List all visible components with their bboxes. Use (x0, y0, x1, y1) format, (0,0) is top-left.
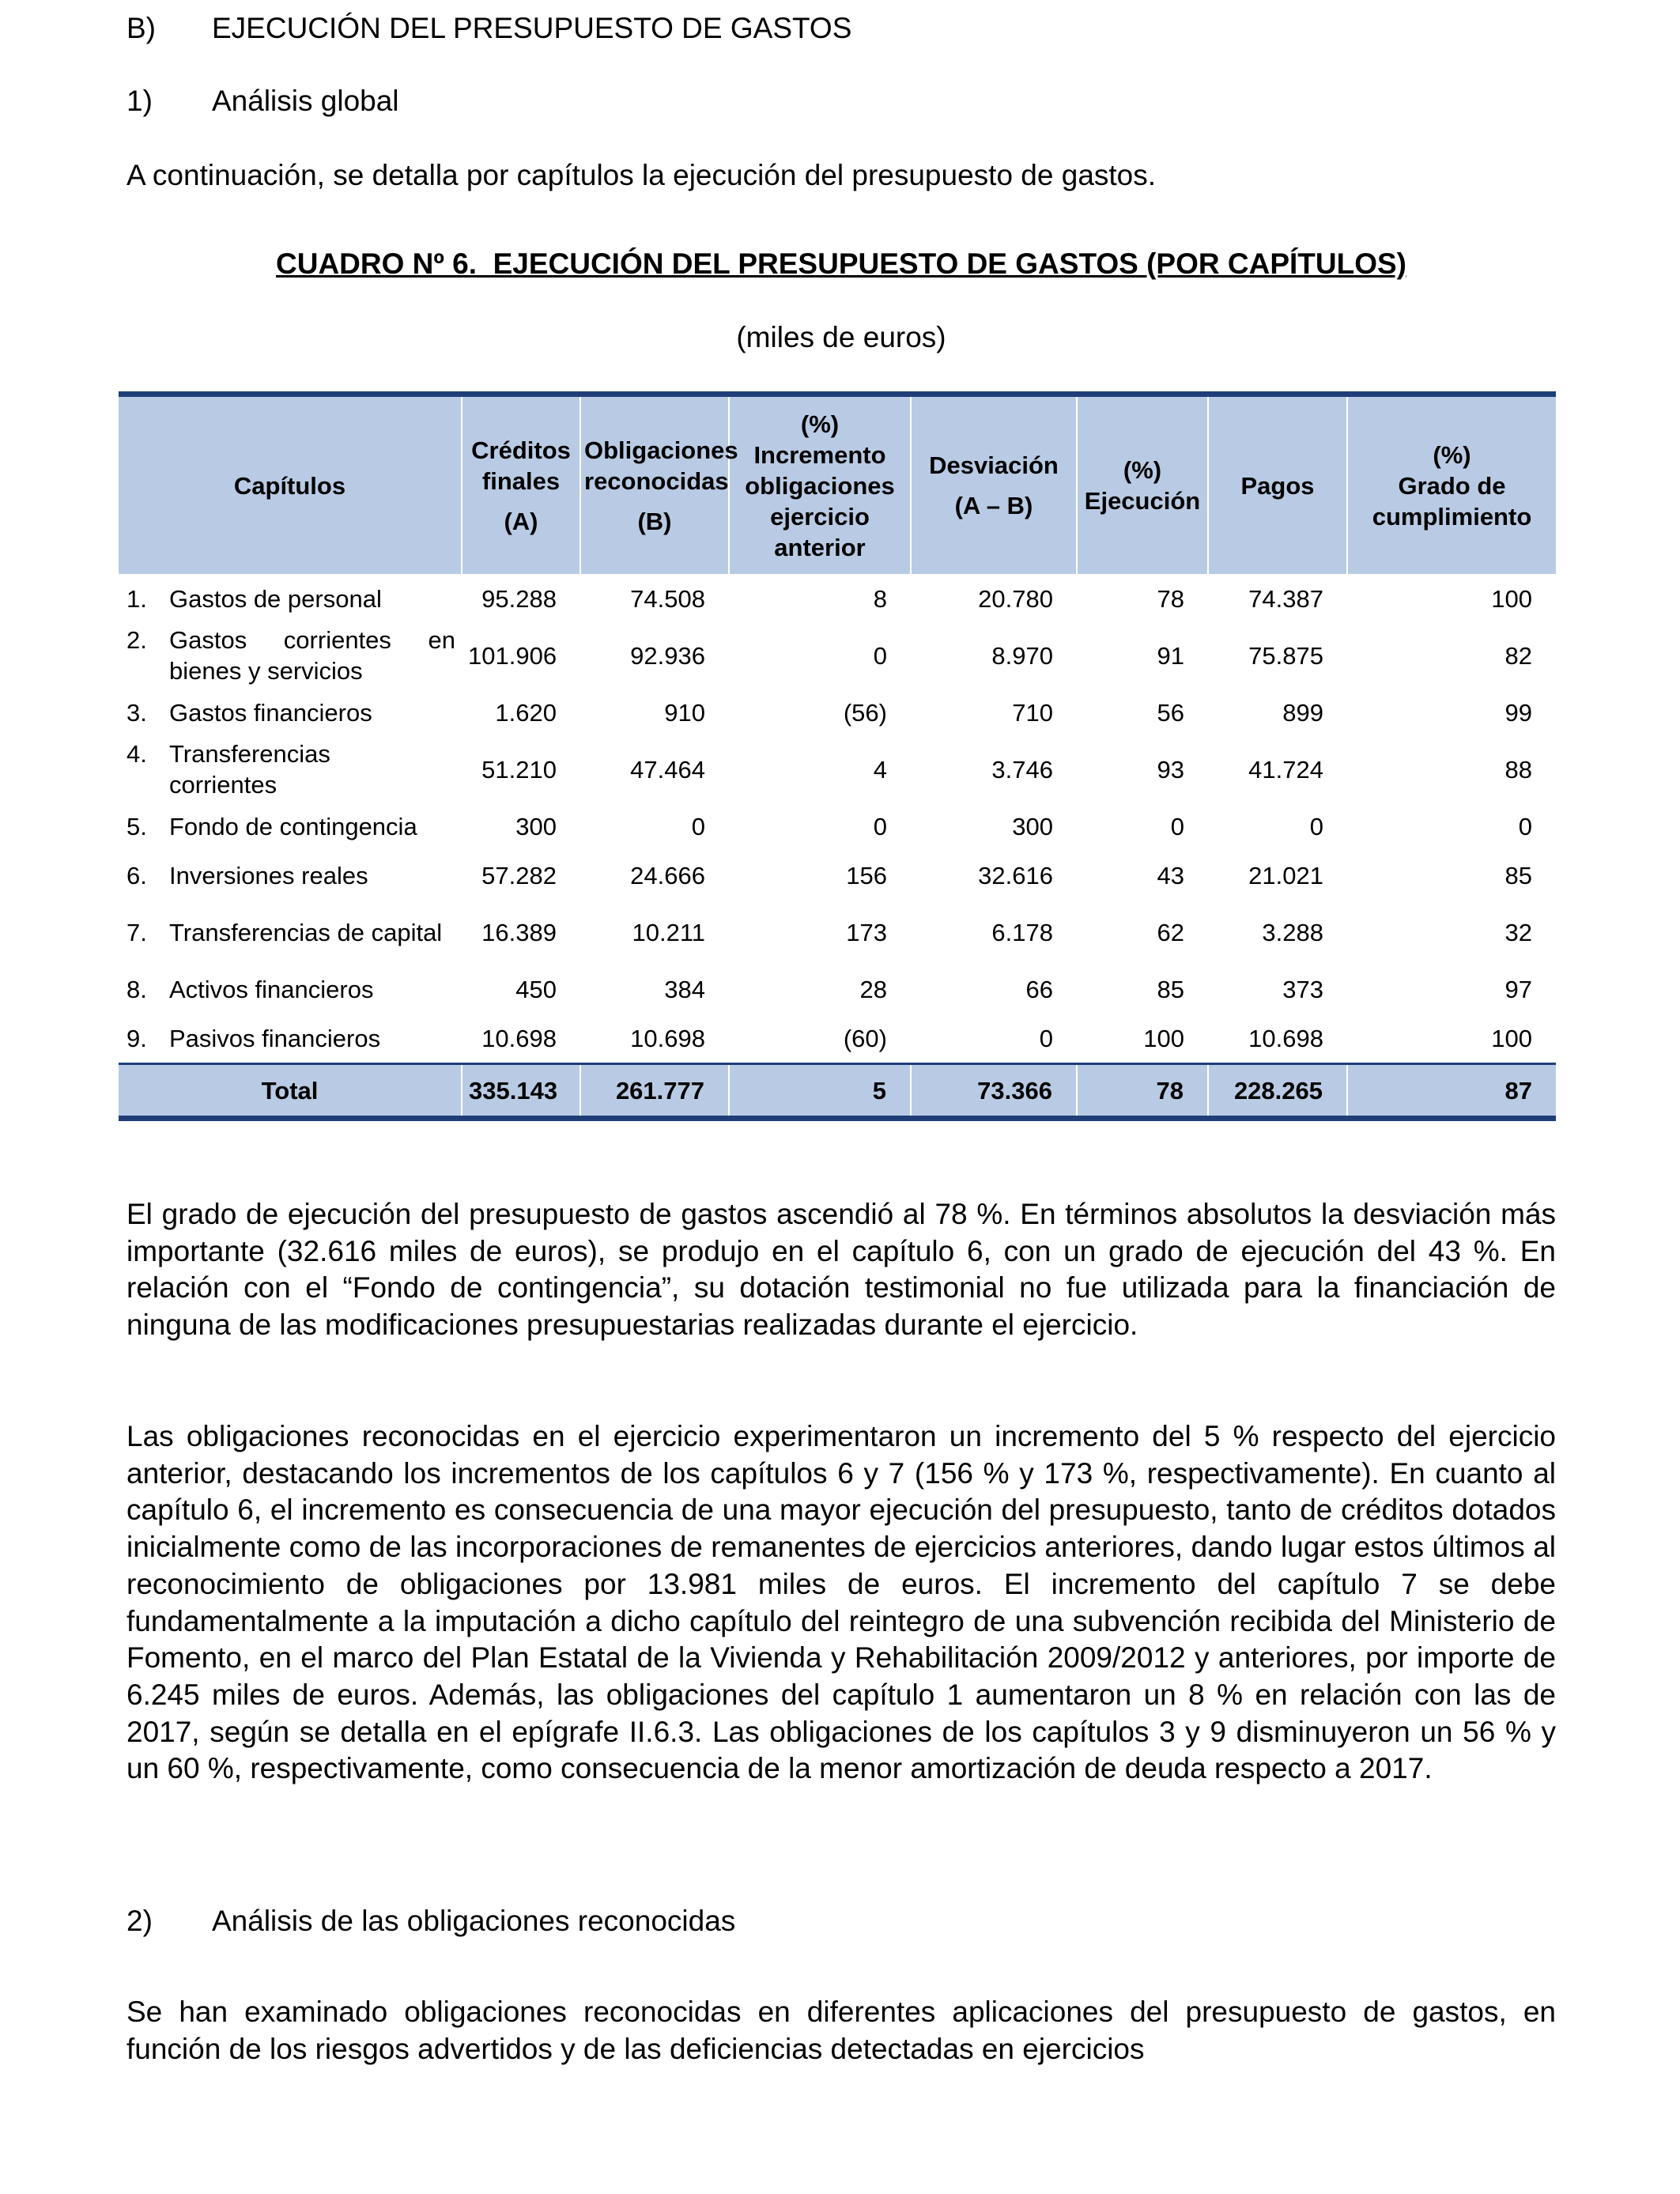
cell-obligaciones: 74.508 (630, 584, 705, 613)
paragraph-obligaciones: Las obligaciones reconocidas en el ejercicio experimentaron un incremento del 5 % respecto del ejercicio anterior, destacando los incrementos de los capítulos 6 y 7 (156 % y 173 %, respectivamente). En cuanto al capítulo 6, el incremento es consecuencia de una mayor ejecución del presupuesto, tanto de créditos dotados inicialmente como de las incorporaciones de remanentes de ejercicios anteriores, dando lugar estos últimos al reconocimiento de obligaciones por 13.981 miles de euros. El incremento del capítulo 7 se debe fundamentalmente a la imputación a dicho capítulo del reintegro de una subvención recibida del Ministerio de Fomento, en el marco del Plan Estatal de la Vivienda y Rehabilitación 2009/2012 y anteriores, por importe de 6.245 miles de euros. Además, las obligaciones del capítulo 1 aumentaron un 8 % en relación con las de 2017, según se detalla en el epígrafe II.6.3. Las obligaciones de los capítulos 3 y 9 disminuyeron un 56 % y un 60 %, respectivamente, como consecuencia de la menor amortización de deuda respecto a 2017. (126, 1420, 1556, 1785)
cell-ejecucion: 43 (1157, 861, 1184, 889)
table-row (119, 737, 1556, 802)
cell-incremento: 0 (873, 812, 887, 840)
header-ejecucion-pct: (%) (1123, 456, 1162, 484)
cell-pagos: 0 (1309, 812, 1323, 840)
cell-obligaciones: 24.666 (630, 861, 705, 889)
cell-incremento: 0 (873, 641, 887, 670)
section-1-heading (126, 84, 399, 119)
total-ejecucion: 78 (1077, 1064, 1208, 1119)
cell-grado: 0 (1518, 812, 1532, 840)
header-obligaciones (580, 395, 738, 575)
cuadro-units: (miles de euros) (736, 321, 946, 353)
cell-ejecucion: 85 (1157, 975, 1184, 1003)
cell-incremento: 4 (873, 755, 887, 784)
cell-ejecucion: 0 (1170, 812, 1184, 840)
row-number: 4. (126, 740, 147, 768)
table-row (119, 688, 1556, 737)
cell-pagos: 3.288 (1262, 918, 1323, 946)
cell-creditos: 1.620 (495, 698, 557, 727)
row-number: 8. (126, 975, 147, 1003)
cell-ejecucion: 62 (1157, 918, 1184, 946)
header-incremento-label: Incremento obligaciones ejercicio anterior (745, 440, 895, 561)
row-number: 9. (126, 1024, 147, 1052)
cell-incremento: (56) (843, 698, 887, 727)
paragraph-examen: Se han examinado obligaciones reconocidas en diferentes aplicaciones del presupuesto de gastos, en función de los riesgos advertidos y de las deficiencias detectadas en ejercicios (126, 1996, 1556, 2065)
cell-pagos: 41.724 (1248, 755, 1323, 784)
section-2-heading (126, 1904, 735, 1939)
paragraph-ejecucion: El grado de ejecución del presupuesto de gastos ascendió al 78 %. En términos absolutos la desviación más importante (32.616 miles de euros), se produjo en el capítulo 6, con un grado de ejecución del 43 %. En relación con el “Fondo de contingencia”, su dotación testimonial no fue utilizada para la financiación de ninguna de las modificaciones presupuestarias realizadas durante el ejercicio. (126, 1198, 1556, 1342)
cell-desviacion: 6.178 (991, 918, 1053, 946)
budget-table (119, 391, 1556, 1121)
cell-ejecucion: 56 (1157, 698, 1184, 727)
cell-obligaciones: 910 (664, 698, 705, 727)
section-2-number: 2) (126, 1905, 153, 1937)
row-capitulo: Gastos de personal (169, 584, 382, 613)
section-1-number: 1) (126, 85, 153, 117)
header-incremento (729, 395, 911, 575)
row-capitulo: Fondo de contingencia (169, 812, 417, 840)
row-capitulo: Transferencias corrientes (169, 740, 330, 799)
cell-ejecucion: 78 (1157, 584, 1184, 613)
row-capitulo: Pasivos financieros (169, 1024, 381, 1052)
row-number: 2. (126, 626, 147, 654)
cell-creditos: 95.288 (481, 584, 557, 613)
row-number: 6. (126, 861, 147, 889)
cell-obligaciones: 10.211 (632, 918, 705, 946)
header-ejecucion (1077, 395, 1208, 575)
row-number: 1. (126, 584, 147, 613)
table-total-row (119, 1064, 1556, 1119)
cell-creditos: 57.282 (481, 861, 557, 889)
header-creditos (462, 395, 580, 575)
table-row (119, 851, 1556, 900)
table-row (119, 900, 1556, 965)
table-header-row (119, 395, 1556, 575)
total-label: Total (119, 1064, 462, 1119)
section-2-title: Análisis de las obligaciones reconocidas (212, 1905, 736, 1937)
section-b-heading (126, 11, 851, 46)
cell-desviacion: 300 (1012, 812, 1053, 840)
cell-desviacion: 32.616 (978, 861, 1053, 889)
header-obligaciones-label: Obligaciones reconocidas (584, 436, 738, 495)
table-row (119, 574, 1556, 623)
cell-desviacion: 0 (1039, 1024, 1053, 1052)
cell-desviacion: 66 (1025, 975, 1053, 1003)
row-capitulo: Gastos financieros (169, 698, 372, 727)
cell-obligaciones: 0 (691, 812, 705, 840)
header-capitulos-label: Capítulos (233, 471, 346, 500)
cell-incremento: (60) (843, 1024, 887, 1052)
header-ejecucion-label: Ejecución (1084, 487, 1201, 515)
table-row (119, 802, 1556, 851)
cell-incremento: 8 (873, 584, 887, 613)
table-row (119, 965, 1556, 1014)
cell-creditos: 101.906 (468, 641, 557, 670)
cell-creditos: 10.698 (481, 1024, 557, 1052)
header-grado-pct: (%) (1433, 440, 1471, 469)
cuadro-title: CUADRO Nº 6. EJECUCIÓN DEL PRESUPUESTO DE GASTOS (POR CAPÍTULOS) (276, 247, 1406, 280)
cell-incremento: 156 (846, 861, 887, 889)
cell-pagos: 373 (1282, 975, 1323, 1003)
header-obligaciones-sub: (B) (637, 507, 672, 535)
header-desviacion-label: Desviación (929, 451, 1059, 479)
total-pagos: 228.265 (1208, 1064, 1347, 1119)
cell-grado: 100 (1491, 1024, 1532, 1052)
header-pagos-label: Pagos (1240, 471, 1315, 500)
cell-ejecucion: 100 (1143, 1024, 1184, 1052)
cell-obligaciones: 47.464 (630, 755, 705, 784)
row-number: 7. (126, 918, 147, 946)
header-creditos-sub: (A) (504, 507, 538, 535)
cell-desviacion: 8.970 (991, 641, 1053, 670)
cell-pagos: 899 (1282, 698, 1323, 727)
cell-creditos: 300 (515, 812, 557, 840)
intro-text: A continuación, se detalla por capítulos la ejecución del presupuesto de gastos. (126, 159, 1157, 191)
cell-grado: 82 (1504, 641, 1532, 670)
section-1-title: Análisis global (212, 85, 399, 117)
cell-creditos: 450 (515, 975, 557, 1003)
row-capitulo: Activos financieros (169, 975, 374, 1003)
cell-obligaciones: 10.698 (630, 1024, 705, 1052)
header-desviacion-sub: (A – B) (954, 492, 1033, 519)
cell-grado: 97 (1504, 975, 1532, 1003)
table-row (119, 1014, 1556, 1064)
cell-ejecucion: 91 (1157, 641, 1184, 670)
header-pagos (1208, 395, 1347, 575)
cell-desviacion: 3.746 (991, 755, 1053, 784)
row-number: 3. (126, 698, 147, 727)
header-grado (1347, 395, 1556, 575)
cell-incremento: 173 (846, 918, 887, 946)
cell-creditos: 51.210 (481, 755, 557, 784)
section-b-title: EJECUCIÓN DEL PRESUPUESTO DE GASTOS (212, 12, 852, 44)
cell-grado: 32 (1504, 918, 1532, 946)
header-grado-label: Grado de cumplimiento (1372, 471, 1532, 531)
cell-incremento: 28 (859, 975, 887, 1003)
total-obligaciones: 261.777 (580, 1064, 729, 1119)
row-number: 5. (126, 812, 147, 840)
header-incremento-pct: (%) (800, 410, 840, 438)
cell-desviacion: 710 (1012, 698, 1053, 727)
cell-grado: 85 (1504, 861, 1532, 889)
cell-pagos: 21.021 (1248, 861, 1323, 889)
total-desviacion: 73.366 (911, 1064, 1077, 1119)
cell-grado: 88 (1504, 755, 1532, 784)
cell-pagos: 10.698 (1248, 1024, 1323, 1052)
total-creditos: 335.143 (462, 1064, 580, 1119)
cell-pagos: 74.387 (1248, 584, 1323, 613)
header-creditos-label: Créditos finales (471, 436, 571, 495)
cell-pagos: 75.875 (1248, 641, 1323, 670)
cell-obligaciones: 384 (664, 975, 705, 1003)
row-capitulo: Transferencias de capital (169, 918, 443, 946)
section-b-number: B) (126, 12, 156, 44)
row-capitulo: Inversiones reales (169, 861, 368, 889)
cell-grado: 99 (1504, 698, 1532, 727)
table-row (119, 623, 1556, 688)
cell-creditos: 16.389 (481, 918, 557, 946)
cell-ejecucion: 93 (1157, 755, 1184, 784)
total-grado: 87 (1347, 1064, 1556, 1119)
total-incremento: 5 (729, 1064, 911, 1119)
cell-desviacion: 20.780 (978, 584, 1053, 613)
header-capitulos (119, 395, 462, 575)
cell-grado: 100 (1491, 584, 1532, 613)
header-desviacion (911, 395, 1077, 575)
row-capitulo: Gastos corrientes en bienes y servicios (169, 626, 455, 685)
cell-obligaciones: 92.936 (630, 641, 705, 670)
